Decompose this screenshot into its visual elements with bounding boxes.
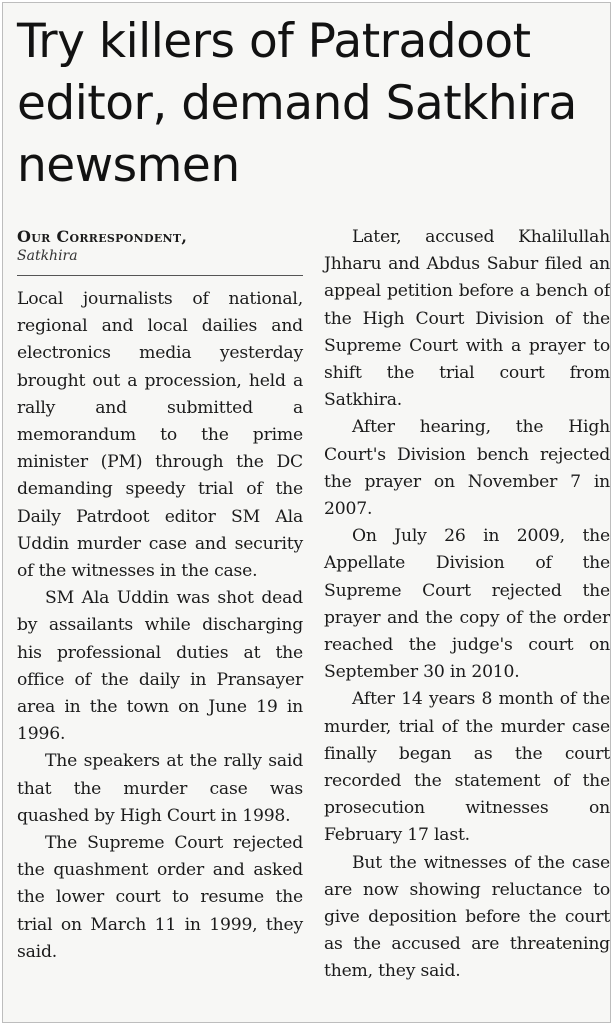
paragraph: But the witnesses of the case are now showing reluctance to give deposition before the court as the accused are threatening them, they said.: [324, 852, 610, 982]
right-column: [324, 224, 610, 986]
byline-place: Satkhira: [17, 248, 78, 264]
paragraph: After hearing, the High Court's Division bench rejected the prayer on November 7 in 2007.: [324, 417, 610, 520]
paragraph: Later, accused Khalilullah Jhharu and Abdus Sabur filed an appeal petition before a bench of the High Court Division of the Supreme Court with a prayer to shift the trial court from Satkhira.: [324, 227, 610, 411]
paragraph: After 14 years 8 month of the murder, trial of the murder case finally began as the court recorded the statement of the prosecution witnesses on February 17 last.: [324, 689, 610, 846]
paragraph: On July 26 in 2009, the Appellate Division of the Supreme Court rejected the prayer and the copy of the order reached the judge's court on September 30 in 2010.: [324, 526, 610, 683]
newspaper-clipping: [2, 2, 611, 1023]
headline: Try killers of Patradoot editor, demand Satkhira newsmen: [17, 14, 577, 193]
left-column: [17, 224, 303, 966]
paragraph: The Supreme Court rejected the quashment order and asked the lower court to resume the trial on March 11 in 1999, they said.: [17, 833, 303, 962]
article-body: [17, 224, 610, 1023]
paragraph: The speakers at the rally said that the murder case was quashed by High Court in 1998.: [17, 751, 303, 826]
byline-name: Our Correspondent,: [17, 227, 188, 246]
paragraph: Local journalists of national, regional and local dailies and electronics media yesterday brought out a procession, held a rally and submitted a memorandum to the prime minister (PM) through the DC demanding speedy trial of the Daily Patrdoot editor SM Ala Uddin murder case and security of the witnesses in the case.: [17, 289, 303, 582]
byline-divider: [17, 275, 303, 276]
paragraph: SM Ala Uddin was shot dead by assailants while discharging his professional duties at the office of the daily in Pransayer area in the town on June 19 in 1996.: [17, 588, 303, 745]
